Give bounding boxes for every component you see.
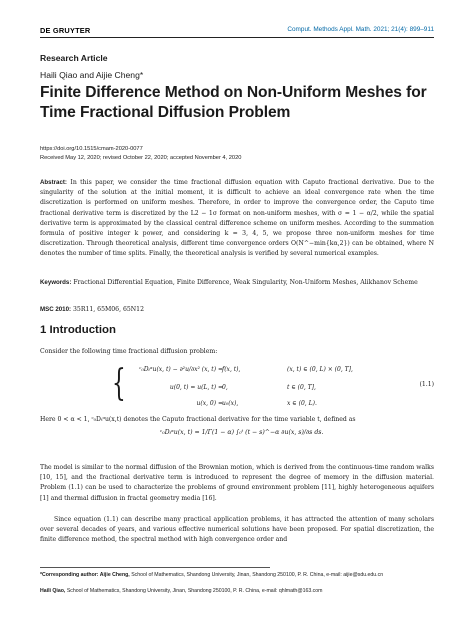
intro-sentence: Consider the following time fractional diffusion problem:	[40, 348, 218, 355]
footnote-author	[40, 588, 434, 595]
equation-rhs: u₀(x),	[222, 400, 239, 407]
equation-domain: (x, t) ∈ (0, L) × (0, T],	[287, 366, 353, 373]
publisher-logo: DE GRUYTER	[40, 26, 91, 35]
footnote-text: School of Mathematics, Shandong University, Jinan, Shandong 250100, P. R. China, e-mail: aijie@sdu.edu.cn	[131, 572, 384, 578]
msc-codes	[40, 305, 434, 315]
equation-rhs: 0,	[222, 384, 228, 391]
author-list: Haili Qiao and Aijie Cheng*	[40, 70, 144, 80]
equation-system	[0, 362, 474, 410]
caputo-definition: ᶜ₀Dₜᵅu(x, t) = 1/Γ(1 − α) ∫₀ᵗ (t − s)^−α ∂u(x, s)/∂s ds.	[160, 429, 324, 436]
section-heading: 1 Introduction	[40, 324, 116, 336]
footnote-rule	[40, 567, 270, 568]
equation-domain: x ∈ (0, L).	[287, 400, 317, 407]
footnote-corresponding	[40, 572, 434, 579]
keywords	[40, 278, 434, 288]
equation-lhs: u(0, t) = u(L, t) =	[169, 384, 223, 391]
caputo-intro: Here 0 < α < 1, ᶜ₀Dₜᵅu(x,t) denotes the Caputo fractional derivative for the time variable t, defined as	[40, 416, 356, 423]
msc-label: MSC 2010:	[40, 306, 72, 313]
paper-title: Finite Difference Method on Non-Uniform Meshes for Time Fractional Diffusion Problem	[40, 84, 427, 121]
article-type: Research Article	[40, 53, 108, 63]
equation-row	[0, 384, 474, 394]
keywords-label: Keywords:	[40, 279, 72, 286]
body-paragraph: The model is similar to the normal diffusion of the Brownian motion, which is derived from the continuous-time random walks [10, 15], and the fractional derivative term is introduced to represent the degree of memory in the diffusion material. Problem (1.1) can be used to characterize the problems of ground environment problem [11], highly heterogeneous aquifers [1] and thermal diffusion in fractal geometry media [16].	[40, 464, 434, 502]
abstract-label: Abstract:	[40, 179, 67, 186]
body-paragraph: Since equation (1.1) can describe many practical application problems, it has attracted the attention of many scholars over several decades of years, and various effective numerical solutions have been proposed. For spatial discretization, the finite difference method, the spectral method with high convergence order and	[40, 516, 434, 544]
journal-citation[interactable]: Comput. Methods Appl. Math. 2021; 21(4): 899–911	[287, 26, 434, 33]
equation-row	[0, 366, 474, 376]
equation-number: (1.1)	[419, 381, 434, 388]
equation-row	[0, 400, 474, 410]
equation-rhs: f(x, t),	[222, 366, 241, 373]
abstract	[40, 178, 434, 260]
equation-lhs: ᶜ₀Dₜᵅu(x, t) − ∂²u/∂x² (x, t) =	[139, 366, 223, 373]
doi-link[interactable]: https://doi.org/10.1515/cmam-2020-0077	[40, 146, 143, 152]
footnote-text: School of Mathematics, Shandong University, Jinan, Shandong 250100, P. R. China, e-mail: qhlmath@163.com	[66, 588, 323, 594]
abstract-text: In this paper, we consider the time fractional diffusion equation with Caputo fractional derivative. Due to the singularity of the solution at the initial moment, it is difficult to achieve an ideal convergence rate when the time discretization is performed on uniform meshes. Therefore, in order to improve the convergence order, the Caputo time fractional derivative term is discretized by the L2 − 1σ format on non-uniform meshes, with σ = 1 − α/2, while the spatial derivative term is approximated by the classical central difference scheme on uniform meshes. According to the summation formula of positive integer k power, and considering k = 3, 4, 5, we propose three non-uniform meshes for time discretization. Through theoretical analysis, different time convergence orders O(N^−min{kα,2}) can be obtained, where N denotes the number of time splits. Finally, the theoretical analysis is verified by several numerical examples.	[40, 179, 435, 258]
received-dates: Received May 12, 2020; revised October 22, 2020; accepted November 4, 2020	[40, 155, 242, 161]
msc-text: 35R11, 65M06, 65N12	[73, 306, 144, 313]
equation-domain: t ∈ (0, T],	[287, 384, 316, 391]
keywords-text: Fractional Differential Equation, Finite Difference, Weak Singularity, Non-Uniform Meshes, Alikhanov Scheme	[73, 279, 418, 286]
left-brace: {	[112, 363, 126, 404]
header-rule	[40, 37, 434, 38]
footnote-label: Haili Qiao,	[40, 588, 66, 594]
equation-lhs: u(x, 0) =	[196, 400, 223, 407]
footnote-label: *Corresponding author: Aijie Cheng,	[40, 572, 130, 578]
